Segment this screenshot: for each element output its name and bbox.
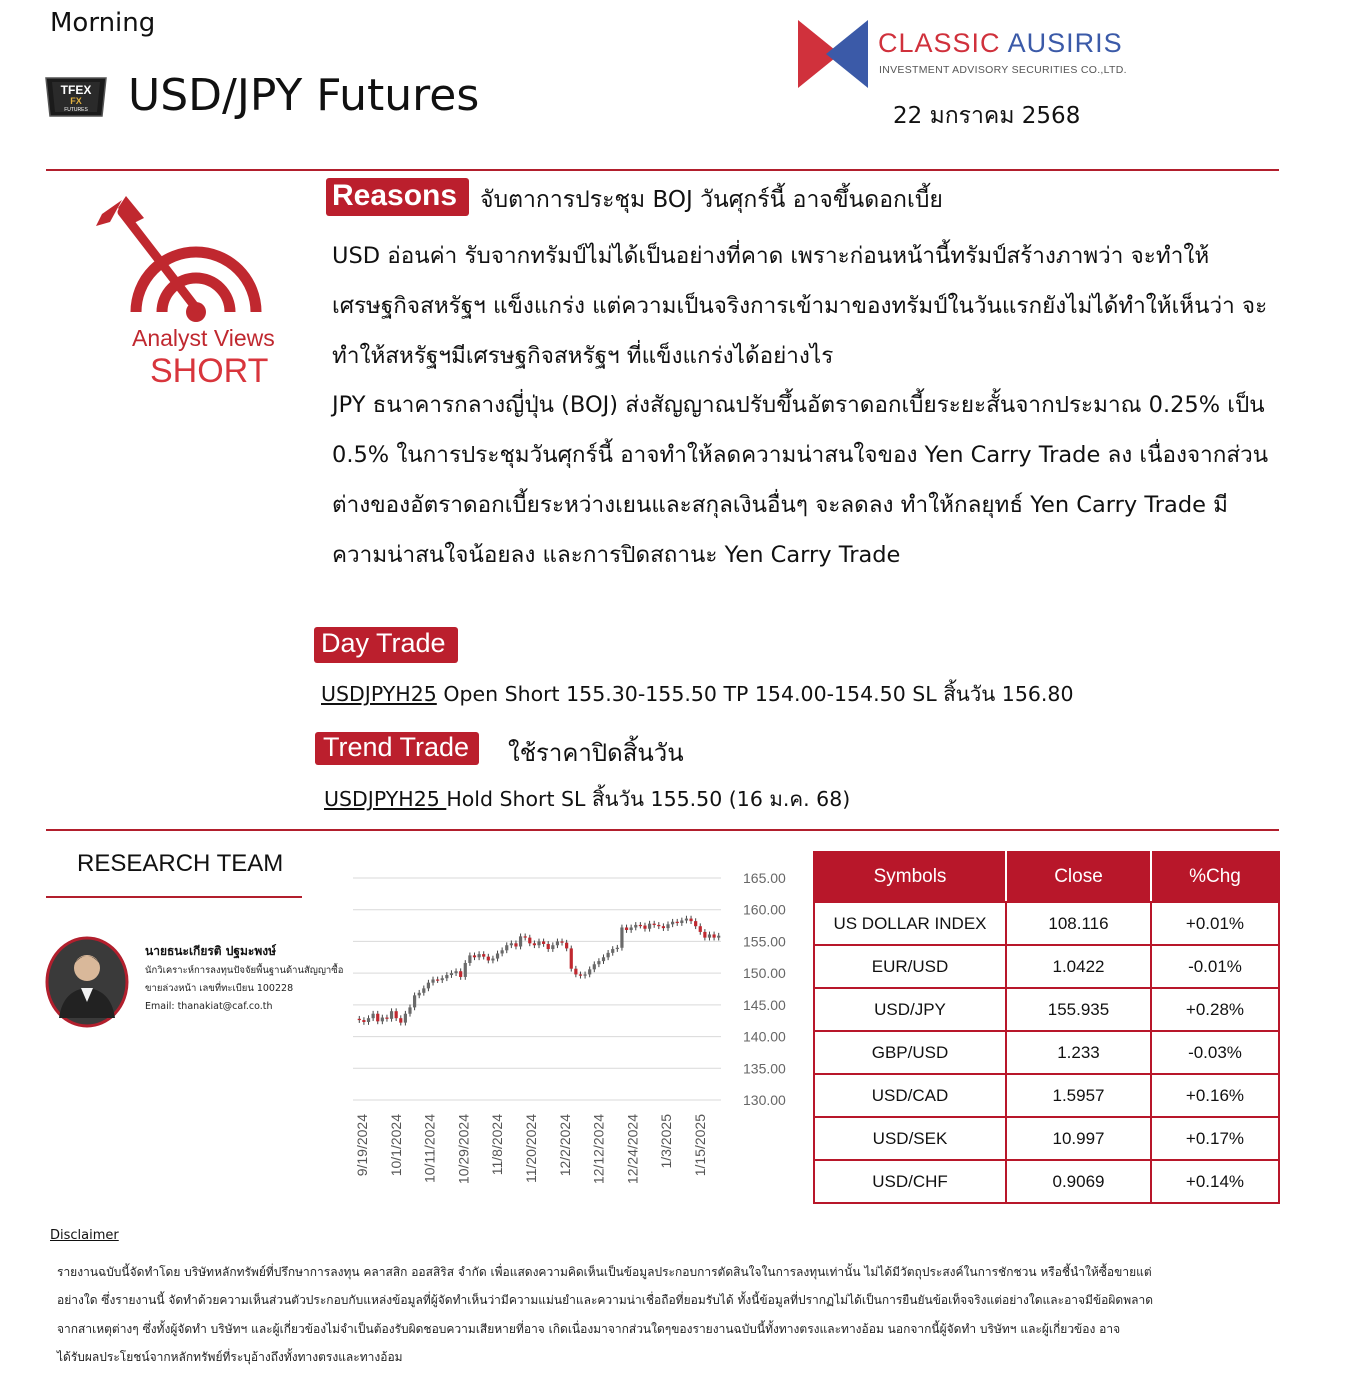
candle-body <box>510 943 513 945</box>
trend-trade-line <box>324 783 850 816</box>
analyst-avatar <box>45 936 129 1028</box>
chg-cell: -0.03% <box>1151 1031 1279 1074</box>
research-team-underline <box>46 896 302 898</box>
disclaimer-line: อย่างใด ซึ่งรายงานนี้ จัดทำด้วยความเห็นส่วนตัวประกอบกับแหล่งข้อมูลที่ผู้จัดทำเห็นว่ามีความแม่นยำและความน่าเชื่อถือที่ยอมรับได้ ทั้งนี้ข้อมูลที่ปรากฏไม่ได้เป็นการยืนยันข้อเท็จจริงแต่อย่างใดและอาจมีข้อผิดพลาด <box>57 1293 1153 1308</box>
close-cell: 0.9069 <box>1006 1160 1151 1203</box>
candle-body <box>372 1014 375 1018</box>
disclaimer-line: รายงานฉบับนี้จัดทำโดย บริษัทหลักทรัพย์ที่ปรึกษาการลงทุน คลาสสิก ออสสิริส จำกัด เพื่อแสดงความคิดเห็นเป็นข้อมูลประกอบการตัดสินใจในการลงทุนเท่านั้น ไม่ได้มีวัตถุประสงค์ในการชักชวน หรือชี้นำให้ซื้อขายแต่ <box>57 1265 1152 1279</box>
x-tick-label: 9/19/2024 <box>354 1114 370 1177</box>
candle-body <box>441 978 444 980</box>
candle-body <box>367 1018 370 1022</box>
y-tick-label: 165.00 <box>743 870 786 886</box>
chg-cell: +0.14% <box>1151 1160 1279 1203</box>
candle-body <box>450 973 453 975</box>
table-row <box>814 945 1279 988</box>
y-tick-label: 140.00 <box>743 1028 786 1045</box>
x-tick-label: 12/2/2024 <box>556 1114 573 1177</box>
report-date: 22 มกราคม 2568 <box>893 103 1081 129</box>
candle-body <box>717 936 720 938</box>
futures-logo-text: FUTURES <box>64 107 88 113</box>
candle-body <box>408 1007 411 1013</box>
disclaimer-line: จากสาเหตุต่างๆ ซึ่งทั้งผู้จัดทำ บริษัทฯ และผู้เกี่ยวข้องไม่จำเป็นต้องรับผิดชอบความเสียหายที่อาจ เกิดเนื่องมาจากส่วนใดๆของรายงานฉบับนี้ทั้งทางตรงและทางอ้อม นอกจากนี้ผู้จัดทำ บริษัทฯ และผู้เกี่ยวข้อง อาจ <box>57 1321 1121 1336</box>
candle-body <box>418 993 421 996</box>
y-tick-label: 150.00 <box>743 965 786 982</box>
y-tick-label: 160.00 <box>743 901 786 918</box>
close-cell: 108.116 <box>1006 902 1151 945</box>
symbol-cell: USD/JPY <box>814 988 1006 1031</box>
candle-body <box>473 955 476 957</box>
close-cell: 155.935 <box>1006 988 1151 1031</box>
reasons-paragraph-usd: USD อ่อนค่า รับจากทรัมป์ไม่ได้เป็นอย่างที่คาด เพราะก่อนหน้านี้ทรัมป์สร้างภาพว่า จะทำให้เศรษฐกิจสหรัฐฯ แข็งแกร่ง แต่ความเป็นจริงการเข้ามาของทรัมป์ในวันแรกยังไม่ได้ทำให้เห็นว่า จะทำให้สหรัฐฯมีเศรษฐกิจสหรัฐฯ ที่แข็งแกร่งได้อย่างไร <box>332 243 1268 369</box>
col-chg-header: %Chg <box>1151 852 1279 902</box>
trend-trade-detail: Hold Short SL สิ้นวัน 155.50 (16 ม.ค. 68) <box>446 787 851 811</box>
x-tick-label: 12/24/2024 <box>624 1114 641 1185</box>
candle-body <box>630 927 633 930</box>
analyst-views-label: Analyst Views <box>132 325 275 351</box>
trend-trade-tag: Trend Trade <box>315 732 479 765</box>
candle-body <box>358 1019 361 1020</box>
x-tick-label: 12/12/2024 <box>590 1114 607 1185</box>
chg-cell: +0.01% <box>1151 902 1279 945</box>
candle-body <box>413 995 416 1007</box>
x-tick-label: 10/29/2024 <box>455 1114 472 1185</box>
candle-body <box>404 1014 407 1023</box>
day-trade-detail: Open Short 155.30-155.50 TP 154.00-154.50 SL สิ้นวัน 156.80 <box>436 682 1074 706</box>
candle-body <box>496 953 499 958</box>
x-tick-label: 11/20/2024 <box>523 1114 539 1184</box>
target-dart-icon <box>92 194 288 322</box>
x-tick-label: 1/3/2025 <box>658 1114 675 1169</box>
analyst-name: นายธนะเกียรติ ปฐมะพงษ์ <box>145 944 277 958</box>
analyst-view-value: SHORT <box>150 352 269 390</box>
symbol-cell: US DOLLAR INDEX <box>814 902 1006 945</box>
candle-body <box>671 922 674 925</box>
candle-body <box>487 957 490 961</box>
candle-body <box>565 943 568 949</box>
candle-body <box>699 926 702 932</box>
candle-body <box>427 983 430 989</box>
candle-body <box>680 920 683 923</box>
x-tick-label: 1/15/2025 <box>692 1114 708 1177</box>
symbol-cell: USD/CAD <box>814 1074 1006 1117</box>
table-row <box>814 1074 1279 1117</box>
close-cell: 10.997 <box>1006 1117 1151 1160</box>
chg-cell: -0.01% <box>1151 945 1279 988</box>
y-tick-label: 135.00 <box>743 1060 786 1077</box>
candle-body <box>607 953 610 957</box>
candle-body <box>390 1011 393 1019</box>
candle-body <box>505 945 508 950</box>
candle-body <box>666 924 669 928</box>
research-team-title: RESEARCH TEAM <box>77 850 284 877</box>
y-tick-label: 145.00 <box>743 996 786 1013</box>
analyst-title-line: นักวิเคราะห์การลงทุนปัจจัยพื้นฐานด้านสัญญาซื้อ <box>145 965 344 976</box>
candle-body <box>639 925 642 926</box>
disclaimer-line: ได้รับผลประโยชน์จากหลักทรัพย์ที่ระบุอ้างถึงทั้งทางตรงและทางอ้อม <box>57 1349 403 1364</box>
candle-body <box>395 1011 398 1018</box>
col-close-header: Close <box>1006 852 1151 902</box>
brand-name <box>878 28 1123 59</box>
x-tick-label: 10/1/2024 <box>387 1114 404 1177</box>
candle-body <box>556 941 559 945</box>
brand-subtitle: INVESTMENT ADVISORY SECURITIES CO.,LTD. <box>879 64 1127 76</box>
analyst-license-line: ขายล่วงหน้า เลขที่ทะเบียน 100228 <box>145 983 294 994</box>
candle-body <box>625 927 628 930</box>
fx-logo-text: FX <box>70 96 82 106</box>
candle-body <box>620 927 623 947</box>
candle-body <box>519 936 522 946</box>
top-divider <box>46 169 1279 171</box>
day-trade-line <box>321 678 1074 711</box>
candle-body <box>445 975 448 978</box>
middle-divider <box>46 829 1279 831</box>
candle-body <box>602 957 605 961</box>
candle-body <box>524 936 527 937</box>
candle-body <box>528 938 531 944</box>
tfex-logo-text: TFEX <box>60 83 92 97</box>
disclaimer-text <box>57 1258 1277 1371</box>
candle-body <box>694 921 697 926</box>
candle-body <box>662 926 665 928</box>
candle-body <box>593 964 596 969</box>
tfex-fx-futures-logo <box>42 74 110 120</box>
close-cell: 1.5957 <box>1006 1074 1151 1117</box>
candle-body <box>643 926 646 929</box>
analyst-email-line: Email: thanakiat@caf.co.th <box>145 1001 273 1012</box>
symbol-cell: EUR/USD <box>814 945 1006 988</box>
candle-body <box>588 969 591 974</box>
candle-body <box>708 934 711 937</box>
candle-body <box>362 1020 365 1022</box>
candle-body <box>597 961 600 964</box>
candle-body <box>689 919 692 922</box>
col-symbols-header: Symbols <box>814 852 1006 902</box>
candle-body <box>514 943 517 946</box>
candle-body <box>399 1018 402 1022</box>
symbol-cell: USD/CHF <box>814 1160 1006 1203</box>
candle-body <box>376 1014 379 1022</box>
candle-body <box>616 948 619 949</box>
close-cell: 1.0422 <box>1006 945 1151 988</box>
day-trade-symbol: USDJPYH25 <box>321 682 437 706</box>
candle-body <box>579 974 582 975</box>
chg-cell: +0.17% <box>1151 1117 1279 1160</box>
y-tick-label: 130.00 <box>743 1092 786 1108</box>
brand-name-part1: CLASSIC <box>878 28 1001 58</box>
candle-body <box>685 919 688 921</box>
table-row <box>814 1031 1279 1074</box>
candle-body <box>533 943 536 945</box>
candle-body <box>464 963 467 977</box>
brand-name-part2: AUSIRIS <box>1007 28 1123 58</box>
market-table-header <box>814 852 1279 902</box>
table-row <box>814 1117 1279 1160</box>
reasons-paragraph-jpy: JPY ธนาคารกลางญี่ปุ่น (BOJ) ส่งสัญญาณปรับขึ้นอัตราดอกเบี้ยระยะสั้นจากประมาณ 0.25% เป็น 0.5% ในการประชุมวันศุกร์นี้ อาจทำให้ลดความน่าสนใจของ Yen Carry Trade ลง เนื่องจากส่วนต่างของอัตราดอกเบี้ยระหว่างเยนและสกุลเงินอื่นๆ จะลดลง ทำให้กลยุทธ์ Yen Carry Trade มีความน่าสนใจน้อยลง และการปิดสถานะ Yen Carry Trade <box>332 392 1269 568</box>
reasons-body <box>332 232 1272 581</box>
candle-body <box>482 954 485 957</box>
candle-body <box>551 945 554 949</box>
candle-body <box>547 944 550 949</box>
usdjpy-price-chart <box>345 860 805 1200</box>
candle-body <box>648 924 651 929</box>
y-tick-label: 155.00 <box>743 933 786 950</box>
candle-body <box>381 1018 384 1022</box>
candle-body <box>583 974 586 975</box>
candle-body <box>570 948 573 968</box>
candle-body <box>574 969 577 975</box>
table-row <box>814 988 1279 1031</box>
table-row <box>814 902 1279 945</box>
candle-body <box>459 971 462 977</box>
candle-body <box>560 941 563 942</box>
candle-body <box>611 949 614 953</box>
candle-body <box>431 979 434 982</box>
candle-body <box>634 925 637 928</box>
chg-cell: +0.28% <box>1151 988 1279 1031</box>
symbol-cell: USD/SEK <box>814 1117 1006 1160</box>
classic-ausiris-logo-icon <box>798 18 868 90</box>
table-row <box>814 1160 1279 1203</box>
candle-body <box>676 922 679 923</box>
close-cell: 1.233 <box>1006 1031 1151 1074</box>
candle-body <box>491 959 494 961</box>
day-trade-tag: Day Trade <box>314 627 458 663</box>
reasons-headline: จับตาการประชุม BOJ วันศุกร์นี้ อาจขึ้นดอกเบี้ย <box>480 187 943 213</box>
edition-label: Morning <box>50 8 156 38</box>
candle-body <box>537 941 540 945</box>
candle-body <box>653 924 656 925</box>
reasons-tag: Reasons <box>326 178 469 216</box>
symbol-cell: GBP/USD <box>814 1031 1006 1074</box>
candle-body <box>501 950 504 953</box>
candle-body <box>542 941 545 944</box>
candle-body <box>436 979 439 980</box>
page-title: USD/JPY Futures <box>128 70 480 121</box>
candle-body <box>657 925 660 926</box>
trend-trade-symbol: USDJPYH25 <box>324 787 447 811</box>
candle-body <box>703 932 706 938</box>
candle-body <box>712 934 715 937</box>
candle-body <box>454 971 457 973</box>
chg-cell: +0.16% <box>1151 1074 1279 1117</box>
candle-body <box>422 988 425 992</box>
candle-body <box>468 955 471 963</box>
candle-body <box>385 1018 388 1019</box>
x-tick-label: 10/11/2024 <box>421 1114 438 1184</box>
trend-trade-note: ใช้ราคาปิดสิ้นวัน <box>508 739 684 767</box>
analyst-info <box>145 962 343 1016</box>
market-table <box>813 851 1280 1204</box>
disclaimer-title: Disclaimer <box>50 1228 119 1243</box>
x-tick-label: 11/8/2024 <box>489 1114 506 1176</box>
candle-body <box>478 954 481 957</box>
